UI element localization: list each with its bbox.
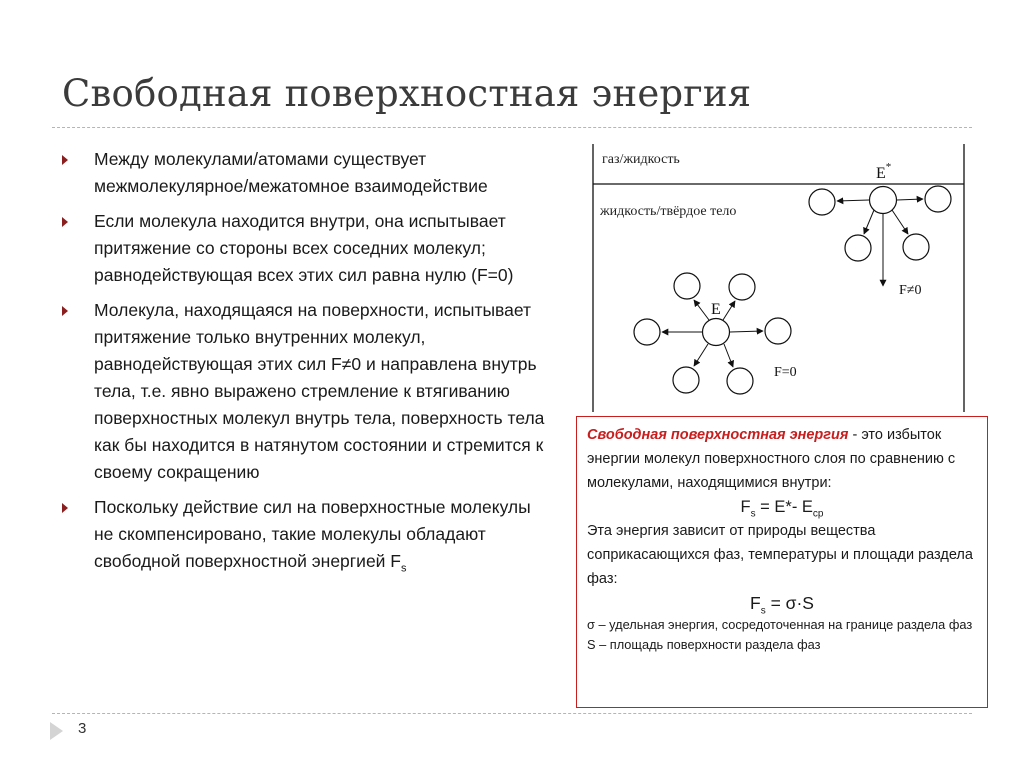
neighbor-molecule xyxy=(673,367,699,393)
formula-fs-sigma: $F_s = \sigma\cdot S$ xyxy=(750,593,814,617)
dependency-text: Эта энергия зависит от природы вещества соприкасающихся фаз, температуры и площади раздела фаз: xyxy=(587,523,973,587)
note-s: S – площадь поверхности раздела фаз xyxy=(587,637,821,652)
neighbor-molecule xyxy=(809,189,835,215)
bullet-text: Между молекулами/атомами существует межмолекулярное/межатомное взаимодействие xyxy=(94,149,488,196)
label-gas-liquid: газ/жидкость xyxy=(602,152,680,167)
neighbor-molecule xyxy=(765,318,791,344)
surface-molecule xyxy=(870,187,897,214)
bullet-text: Поскольку действие сил на поверхностные молекулы не скомпенсировано, такие молекулы обладают свободной поверхностной энергией F xyxy=(94,497,531,571)
bullet-item xyxy=(62,208,552,289)
definition-box xyxy=(576,416,988,708)
bullet-text: Молекула, находящаяся на поверхности, испытывает притяжение только внутренних молекул, равнодействующая этих сил F≠0 и направлена внутрь тела, т.е. явно выражено стремление к втягиванию поверхностных молекул внутрь тела, поверхность тела как бы находится в натянутом состоянии и стремится к своему сокращению xyxy=(94,300,545,482)
formula-fs-excess: $F_s = E*-$ $E_{cp}$ xyxy=(740,498,824,520)
neighbor-molecule xyxy=(729,274,755,300)
bullet-item xyxy=(62,494,552,583)
label-f-nonzero: F≠0 xyxy=(899,283,922,298)
label-e-inner: E xyxy=(711,301,721,318)
footer-divider xyxy=(52,713,972,714)
label-e-surface: E* xyxy=(876,161,892,182)
definition-term: Свободная поверхностная энергия xyxy=(587,427,849,443)
bullet-item xyxy=(62,297,552,486)
neighbor-molecule xyxy=(903,234,929,260)
title-divider xyxy=(52,127,972,128)
footer-arrow-icon xyxy=(50,722,63,740)
bullet-subscript: s xyxy=(401,562,407,575)
neighbor-molecule xyxy=(727,368,753,394)
page-number: 3 xyxy=(78,720,87,737)
bullet-item xyxy=(62,146,552,200)
slide-title: Свободная поверхностная энергия xyxy=(62,72,752,115)
label-f-zero: F=0 xyxy=(774,365,797,380)
neighbor-molecule xyxy=(845,235,871,261)
bullet-arrow-icon xyxy=(62,155,68,165)
inner-molecule xyxy=(703,319,730,346)
surface-molecule-group xyxy=(809,161,951,298)
definition-paragraph xyxy=(587,423,977,495)
neighbor-molecule xyxy=(925,186,951,212)
inner-molecule-group xyxy=(634,273,797,394)
molecule-diagram xyxy=(590,140,970,412)
note-sigma: σ – удельная энергия, сосредоточенная на границе раздела фаз xyxy=(587,617,973,632)
definition-text: - это избыток энергии молекул поверхностного слоя по сравнению с молекулами, находящимися внутри: xyxy=(587,427,956,491)
neighbor-molecule xyxy=(634,319,660,345)
bullet-text: Если молекула находится внутри, она испытывает притяжение со стороны всех соседних молекул; равнодействующая всех этих сил равна нулю (F=0) xyxy=(94,211,514,285)
neighbor-molecule xyxy=(674,273,700,299)
bullet-arrow-icon xyxy=(62,306,68,316)
label-liquid-solid: жидкость/твёрдое тело xyxy=(600,204,737,219)
bullet-list xyxy=(62,146,552,591)
bullet-arrow-icon xyxy=(62,503,68,513)
bullet-arrow-icon xyxy=(62,217,68,227)
